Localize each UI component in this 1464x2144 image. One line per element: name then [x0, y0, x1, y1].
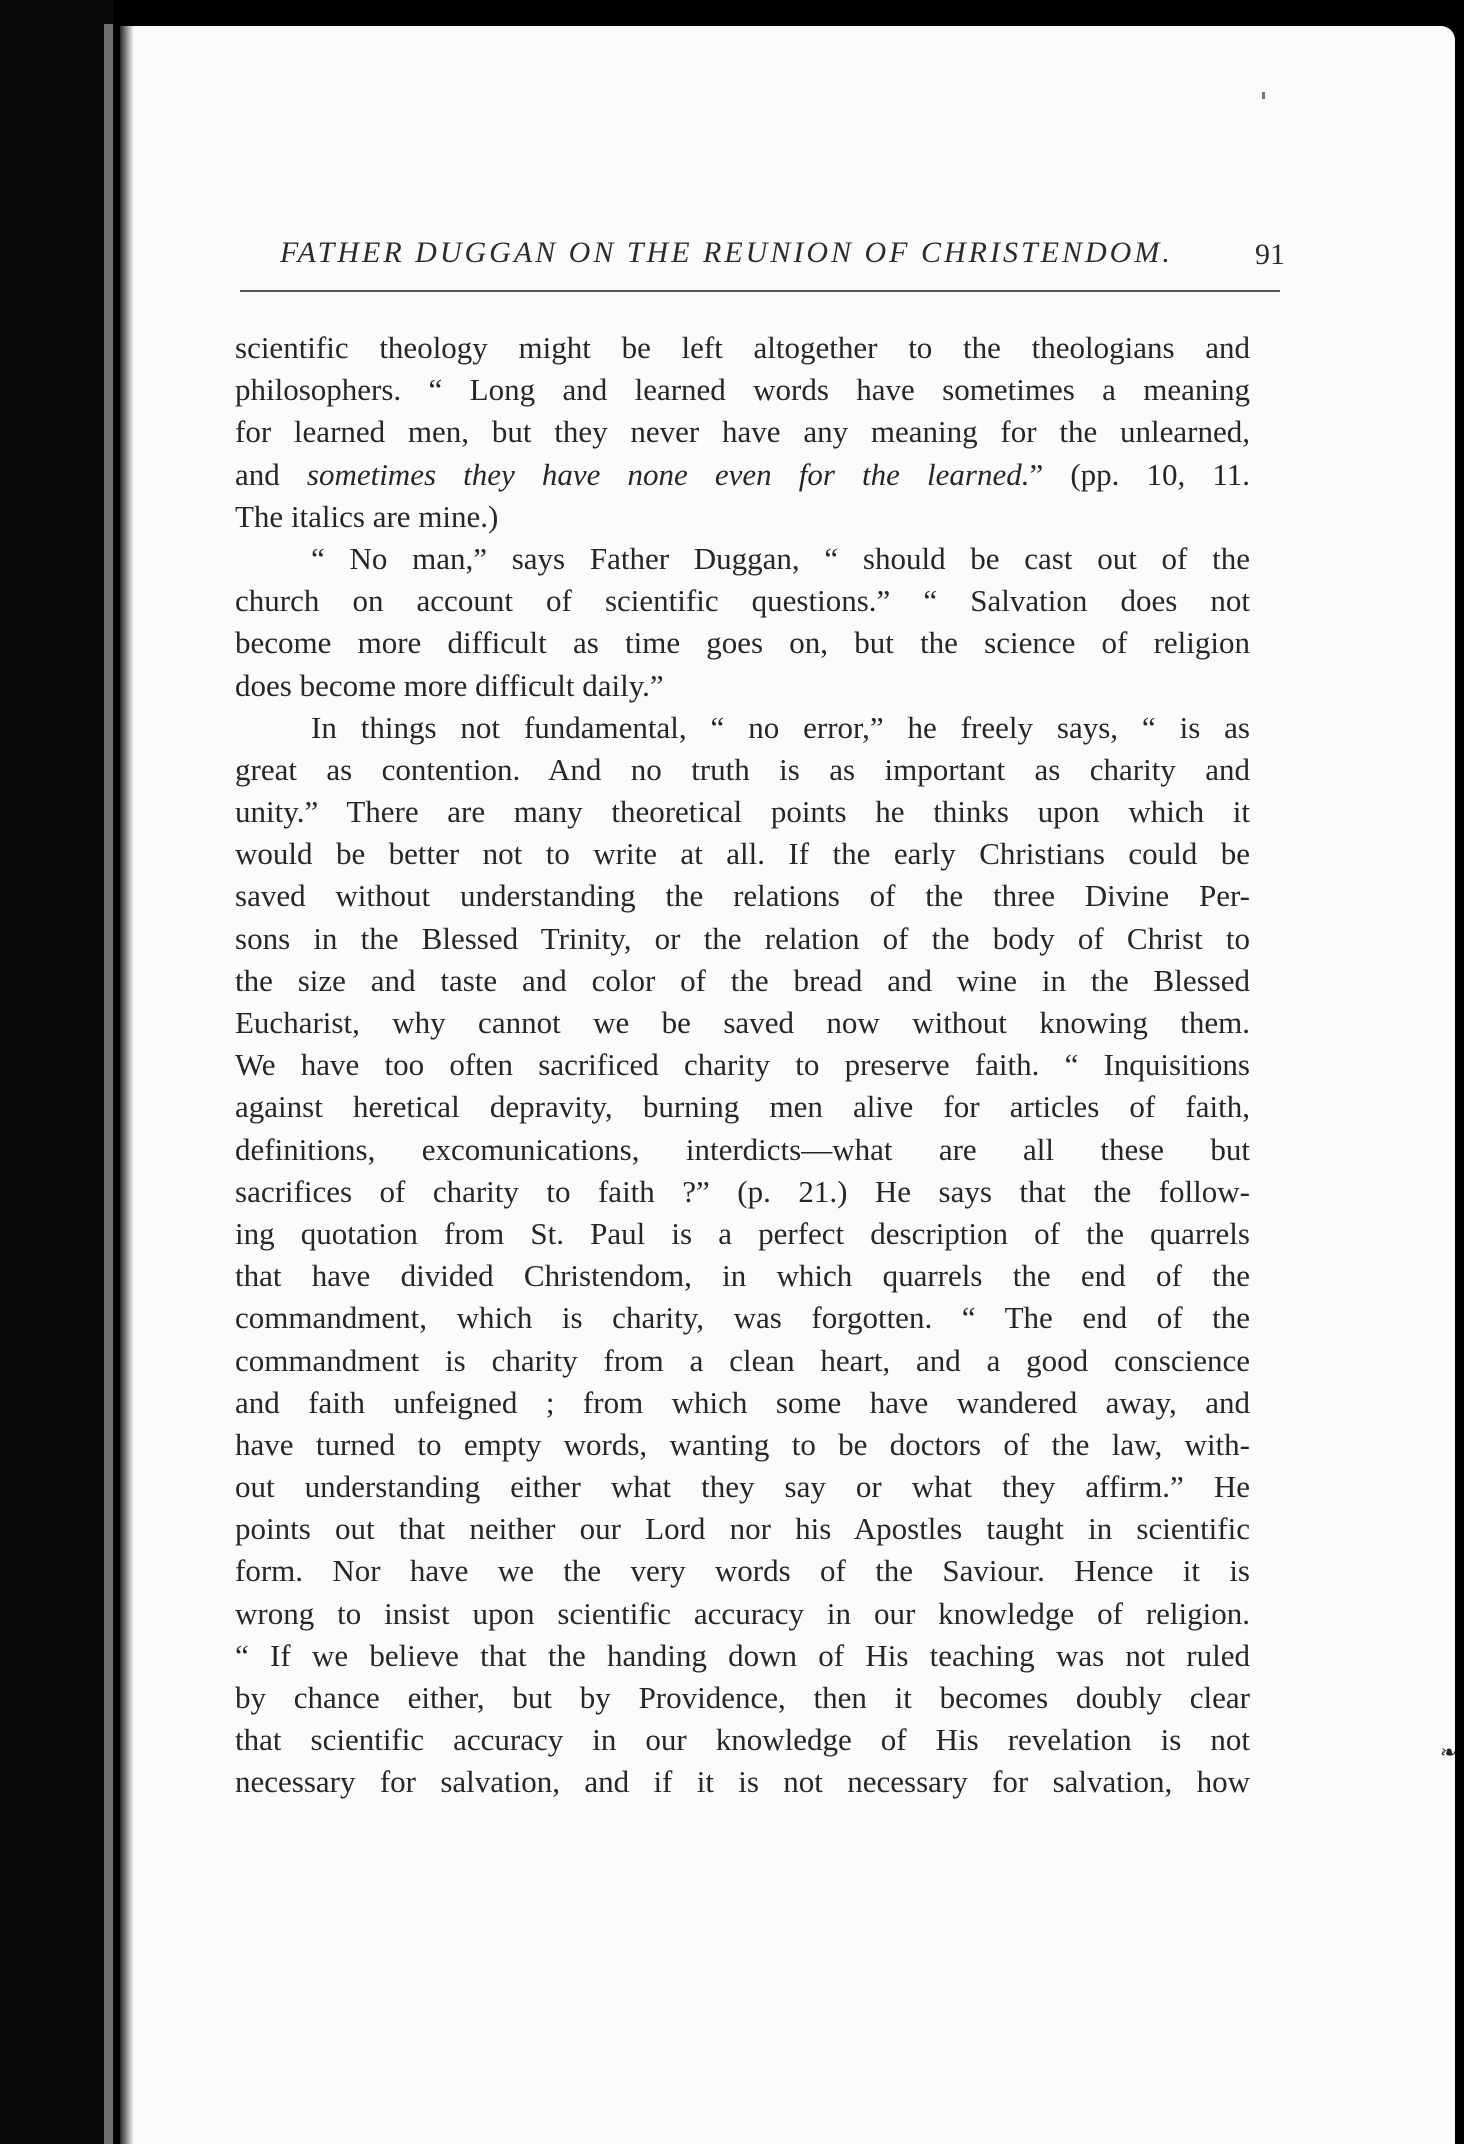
text-line: necessary for salvation, and if it is not necessary for salvation, how [235, 1764, 1250, 1800]
text-line: become more difficult as time goes on, but the science of religion [235, 625, 1250, 661]
page-speck [1262, 92, 1265, 99]
text-line: great as contention. And no truth is as important as charity and [235, 751, 1250, 787]
book-spine-edge [104, 24, 113, 2144]
text-line: the size and taste and color of the bread and wine in the Blessed [235, 962, 1250, 998]
text-line: does become more difficult daily.” [235, 667, 664, 703]
text-line: sacrifices of charity to faith ?” (p. 21.) He says that the follow- [235, 1173, 1250, 1209]
running-head-title: FATHER DUGGAN ON THE REUNION OF CHRISTENDOM. [280, 236, 1173, 269]
text-line: commandment is charity from a clean heart, and a good conscience [235, 1342, 1250, 1378]
text-line: “ If we believe that the handing down of His teaching was not ruled [235, 1637, 1250, 1673]
text-line: out understanding either what they say or what they affirm.” He [235, 1469, 1250, 1505]
text-line: ing quotation from St. Paul is a perfect description of the quarrels [235, 1215, 1250, 1251]
text-line: by chance either, but by Providence, then it becomes doubly clear [235, 1680, 1250, 1715]
text-line: and faith unfeigned ; from which some have wandered away, and [235, 1384, 1250, 1420]
body-text [235, 327, 1250, 1804]
text-line: that scientific accuracy in our knowledge of His revelation is not [235, 1722, 1250, 1758]
text-line: In things not fundamental, “ no error,” he freely says, “ is as [311, 709, 1250, 745]
text-line: unity.” There are many theoretical points he thinks upon which it [235, 794, 1250, 830]
text-line: saved without understanding the relations of the three Divine Per- [235, 878, 1250, 914]
facing-page-edge [0, 0, 114, 2144]
text-line: sons in the Blessed Trinity, or the relation of the body of Christ to [235, 920, 1250, 956]
text-line: for learned men, but they never have any meaning for the unlearned, [235, 414, 1250, 450]
text-run: and [235, 456, 307, 492]
text-line: We have too often sacrificed charity to preserve faith. “ Inquisitions [235, 1047, 1250, 1083]
text-line: that have divided Christendom, in which quarrels the end of the [235, 1258, 1250, 1294]
running-head [235, 232, 1285, 276]
header-rule [240, 290, 1280, 292]
text-line: would be better not to write at all. If the early Christians could be [235, 836, 1250, 872]
page-number: 91 [1255, 238, 1285, 271]
text-line-with-italics [235, 454, 1250, 496]
text-line: church on account of scientific questions.” “ Salvation does not [235, 583, 1250, 619]
text-line: The italics are mine.) [235, 498, 499, 534]
text-line: definitions, excomunications, interdicts—what are all these but [235, 1131, 1250, 1167]
margin-mark-icon: ❧ [1440, 1740, 1457, 1764]
text-line: “ No man,” says Father Duggan, “ should be cast out of the [311, 540, 1250, 576]
text-line: against heretical depravity, burning men alive for articles of faith, [235, 1089, 1250, 1125]
text-line: Eucharist, why cannot we be saved now without knowing them. [235, 1005, 1250, 1040]
text-line: commandment, which is charity, was forgotten. “ The end of the [235, 1300, 1250, 1336]
text-run: ” (pp. 10, 11. [1029, 456, 1250, 492]
text-line: have turned to empty words, wanting to be doctors of the law, with- [235, 1426, 1250, 1462]
text-line: wrong to insist upon scientific accuracy in our knowledge of religion. [235, 1595, 1250, 1631]
text-line: scientific theology might be left altogether to the theologians and [235, 330, 1250, 365]
text-line: form. Nor have we the very words of the Saviour. Hence it is [235, 1553, 1250, 1589]
italic-text-run: sometimes they have none even for the learned. [306, 456, 1030, 492]
text-line: points out that neither our Lord nor his Apostles taught in scientific [235, 1511, 1250, 1547]
gutter-shadow [120, 26, 134, 2144]
text-line: philosophers. “ Long and learned words have sometimes a meaning [235, 372, 1250, 408]
